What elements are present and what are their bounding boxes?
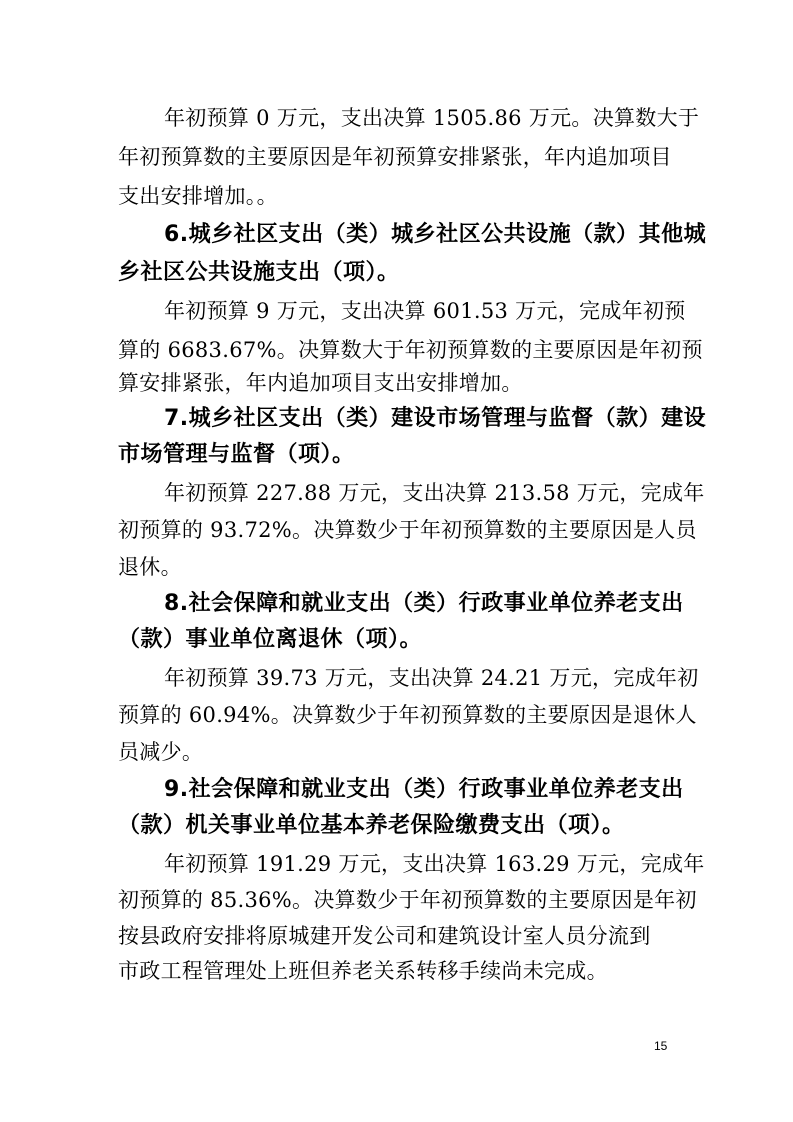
page-number: 15 bbox=[654, 1039, 668, 1053]
paragraph-6-line-2: 算的 6683.67%。决算数大于年初预算数的主要原因是年初预 bbox=[118, 338, 703, 362]
paragraph-7-line-3: 退休。 bbox=[118, 555, 182, 579]
paragraph-8-line-2: 预算的 60.94%。决算数少于年初预算数的主要原因是退休人 bbox=[118, 703, 697, 727]
paragraph-5-line-2: 年初预算数的主要原因是年初预算安排紧张，年内追加项目 bbox=[118, 145, 672, 169]
paragraph-9-line-1: 年初预算 191.29 万元，支出决算 163.29 万元，完成年 bbox=[164, 852, 705, 876]
section-7-heading-line-2: 市场管理与监督（项）。 bbox=[118, 442, 355, 467]
paragraph-7-line-1: 年初预算 227.88 万元，支出决算 213.58 万元，完成年 bbox=[164, 481, 705, 505]
paragraph-9-line-3: 按县政府安排将原城建开发公司和建筑设计室人员分流到 bbox=[118, 924, 651, 948]
section-9-heading-line-1: 9.社会保障和就业支出（类）行政事业单位养老支出 bbox=[164, 777, 684, 802]
paragraph-5-line-1: 年初预算 0 万元，支出决算 1505.86 万元。决算数大于 bbox=[164, 106, 700, 130]
section-6-heading-line-2: 乡社区公共设施支出（项）。 bbox=[118, 260, 400, 285]
paragraph-6-line-3: 算安排紧张，年内追加项目支出安排增加。 bbox=[118, 371, 523, 395]
paragraph-8-line-1: 年初预算 39.73 万元，支出决算 24.21 万元，完成年初 bbox=[164, 666, 699, 690]
section-7-heading-line-1: 7.城乡社区支出（类）建设市场管理与监督（款）建设 bbox=[164, 406, 707, 431]
section-8-heading-line-2: （款）事业单位离退休（项）。 bbox=[118, 627, 423, 652]
paragraph-6-line-1: 年初预算 9 万元，支出决算 601.53 万元，完成年初预 bbox=[164, 299, 686, 323]
paragraph-7-line-2: 初预算的 93.72%。决算数少于年初预算数的主要原因是人员 bbox=[118, 518, 697, 542]
paragraph-9-line-4: 市政工程管理处上班但养老关系转移手续尚未完成。 bbox=[118, 959, 608, 983]
paragraph-8-line-3: 员减少。 bbox=[118, 740, 204, 764]
section-6-heading-line-1: 6.城乡社区支出（类）城乡社区公共设施（款）其他城 bbox=[164, 222, 707, 247]
paragraph-9-line-2: 初预算的 85.36%。决算数少于年初预算数的主要原因是年初 bbox=[118, 888, 697, 912]
section-9-heading-line-2: （款）机关事业单位基本养老保险缴费支出（项）。 bbox=[118, 813, 625, 838]
paragraph-5-line-3: 支出安排增加。。 bbox=[118, 184, 278, 208]
section-8-heading-line-1: 8.社会保障和就业支出（类）行政事业单位养老支出 bbox=[164, 591, 684, 616]
